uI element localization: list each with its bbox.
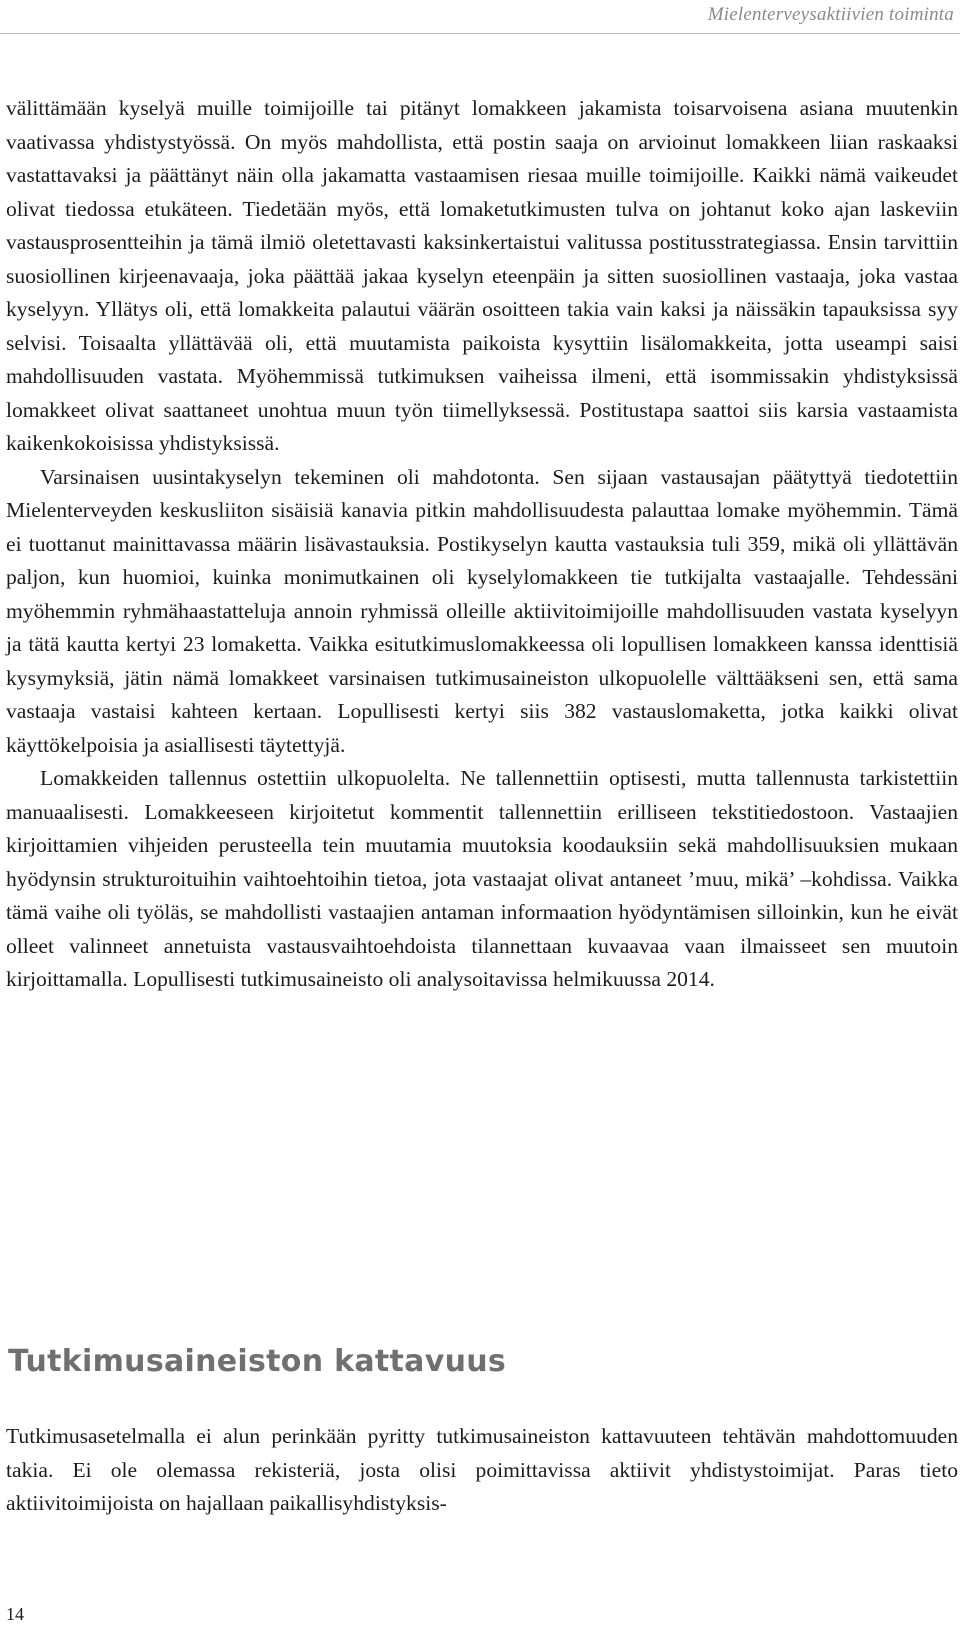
paragraph-data-entry: Lomakkeiden tallennus ostettiin ulkopuolelta. Ne tallennettiin optisesti, mutta tallennusta tarkistettiin manuaalisesti. Lomakkeeseen kirjoitetut kommentit tallennettiin erilliseen tekstitiedostoon. Vastaajien kirjoittamien vihjeiden perusteella tein muutamia muutoksia koodauksiin sekä mahdollisuuksien mukaan hyödynsin strukturoituihin vaihtoehtoihin tietoa, jota vastaajat olivat antaneet ’muu, mikä’ –kohdissa. Vaikka tämä vaihe oli työläs, se mahdollisti vastaajien antaman informaation hyödyntämisen silloinkin, kun he eivät olleet valinneet annetuista vastausvaihtoehdoista tilannettaan kuvaavaa vaan ilmaisseet sen muutoin kirjoittamalla. Lopullisesti tutkimusaineisto oli analysoitavissa helmikuussa 2014. [6,766,958,991]
paragraph-coverage: Tutkimusasetelmalla ei alun perinkään pyritty tutkimusaineiston kattavuuteen tehtävän mahdottomuuden takia. Ei ole olemassa rekisteriä, josta olisi poimittavissa aktiivit yhdistystoimijat. Paras tieto aktiivitoimijoista on hajallaan paikallisyhdistyksis- [6,1424,958,1515]
main-body-text [6,92,958,997]
section-body-text [6,1420,958,1521]
running-header-title: Mielenterveysaktiivien toiminta [707,4,954,25]
page-number: 14 [6,1604,24,1624]
paragraph-continuation: välittämään kyselyä muille toimijoille tai pitänyt lomakkeen jakamista toisarvoisena asiana muutenkin vaativassa yhdistystyössä. On myös mahdollista, että postin saaja on arvioinut lomakkeen liian raskaaksi vastattavaksi ja päättänyt näin olla jakamatta vastaamisen riesaa muille toimijoille. Kaikki nämä vaikeudet olivat tiedossa etukäteen. Tiedetään myös, että lomaketutkimusten tulva on johtanut koko ajan laskeviin vastausprosentteihin ja tämä ilmiö oletettavasti kaksinkertaistui valitussa postitusstrategiassa. Ensin tarvittiin suosiollinen kirjeenavaaja, joka päättää jakaa kyselyn eteenpäin ja sitten suosiollinen vastaaja, joka vastaa kyselyyn. Yllätys oli, että lomakkeita palautui väärän osoitteen takia vain kaksi ja näissäkin tapauksissa syy selvisi. Toisaalta yllättävää oli, että muutamista paikoista kysyttiin lisälomakkeita, jotta useampi saisi mahdollisuuden vastata. Myöhemmissä tutkimuksen vaiheissa ilmeni, että isommissakin yhdistyksissä lomakkeet olivat saattaneet unohtua muun työn tiimellyksessä. Postitustapa saattoi siis karsia vastaamista kaikenkokoisissa yhdistyksissä. [6,96,958,455]
header-divider [0,33,960,34]
paragraph-resurvey: Varsinaisen uusintakyselyn tekeminen oli mahdotonta. Sen sijaan vastausajan päätyttyä tiedotettiin Mielenterveyden keskusliiton sisäisiä kanavia pitkin mahdollisuudesta palauttaa lomake myöhemmin. Tämä ei tuottanut mainittavassa määrin lisävastauksia. Postikyselyn kautta vastauksia tuli 359, mikä oli yllättävän paljon, kun huomioi, kuinka monimutkainen oli kyselylomakkeen tie tutkijalta vastaajalle. Tehdessäni myöhemmin ryhmähaastatteluja annoin ryhmissä olleille aktiivitoimijoille mahdollisuuden vastata kyselyyn ja tätä kautta kertyi 23 lomaketta. Vaikka esitutkimuslomakkeessa oli lopullisen lomakkeen kanssa identtisiä kysymyksiä, jätin nämä lomakkeet varsinaisen tutkimusaineiston ulkopuolelle välttääkseni sen, että sama vastaaja vastaisi kahteen kertaan. Lopullisesti kertyi siis 382 vastauslomaketta, jotka kaikki olivat käyttökelpoisia ja asiallisesti täytettyjä. [6,464,958,757]
section-heading: Tutkimusaineiston kattavuus [8,1344,507,1379]
